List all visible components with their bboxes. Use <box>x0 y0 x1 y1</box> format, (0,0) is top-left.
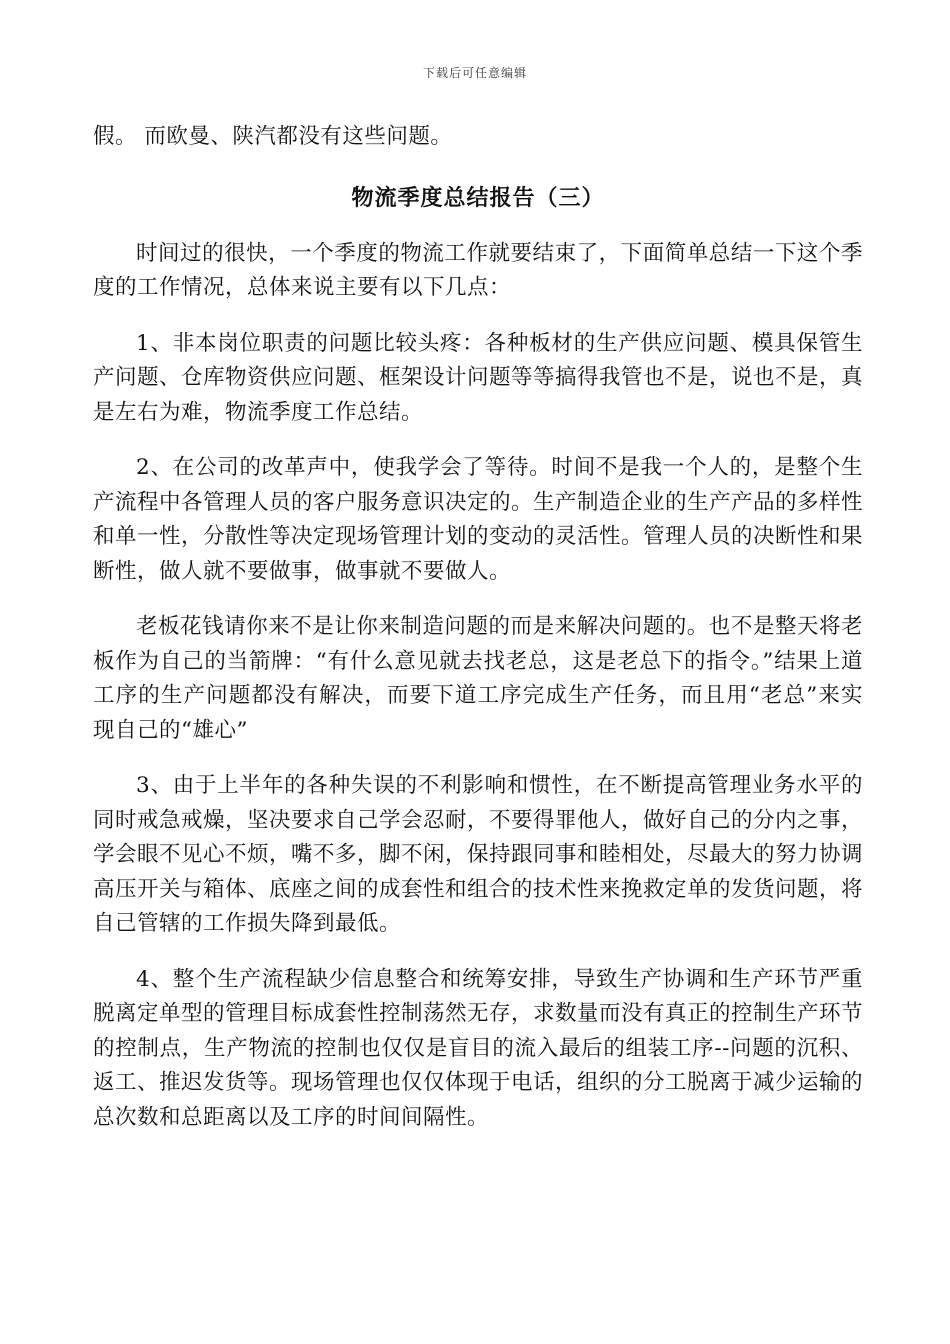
lead-line: 假。 而欧曼、陕汽都没有这些问题。 <box>93 124 453 149</box>
paragraph-point-4: 4、整个生产流程缺少信息整合和统筹安排，导致生产协调和生产环节严重脱离定单型的管理目标成套性控制荡然无存，求数量而没有真正的控制生产环节的控制点，生产物流的控制也仅仅是盲目的流入最后的组装工序--问题的沉积、返工、推迟发货等。现场管理也仅仅体现于电话，组织的分工脱离于减少运输的总次数和总距离以及工序的时间间隔性。 <box>93 966 864 1130</box>
paragraph-boss: 老板花钱请你来不是让你来制造问题的而是来解决问题的。也不是整天将老板作为自己的当箭牌：“有什么意见就去找老总，这是老总下的指令。”结果上道工序的生产问题都没有解决，而要下道工序完成生产任务，而且用“老总”来实现自己的“雄心” <box>93 614 863 743</box>
paragraph-point-3: 3、由于上半年的各种失误的不利影响和惯性，在不断提高管理业务水平的同时戒急戒燥，坚决要求自己学会忍耐，不要得罪他人，做好自己的分内之事，学会眼不见心不烦，嘴不多，脚不闲，保持跟同事和睦相处，尽最大的努力协调高压开关与箱体、底座之间的成套性和组合的技术性来挽救定单的发货问题，将自己管辖的工作损失降到最低。 <box>93 773 864 936</box>
page-header: 下载后可任意编辑 <box>422 66 527 80</box>
paragraph-intro: 时间过的很快，一个季度的物流工作就要结束了，下面简单总结一下这个季度的工作情况，总体来说主要有以下几点： <box>93 240 863 300</box>
paragraph-point-1: 1、非本岗位职责的问题比较头疼：各种板材的生产供应问题、模具保管生产问题、仓库物资供应问题、框架设计问题等等搞得我管也不是，说也不是，真是左右为难，物流季度工作总结。 <box>93 330 864 425</box>
document-title: 物流季度总结报告（三） <box>351 184 605 211</box>
paragraph-point-2: 2、在公司的改革声中，使我学会了等待。时间不是我一个人的，是整个生产流程中各管理人员的客户服务意识决定的。生产制造企业的生产产品的多样性和单一性，分散性等决定现场管理计划的变动的灵活性。管理人员的决断性和果断性，做人就不要做事，做事就不要做人。 <box>93 455 864 584</box>
document-body <box>93 120 863 1156</box>
